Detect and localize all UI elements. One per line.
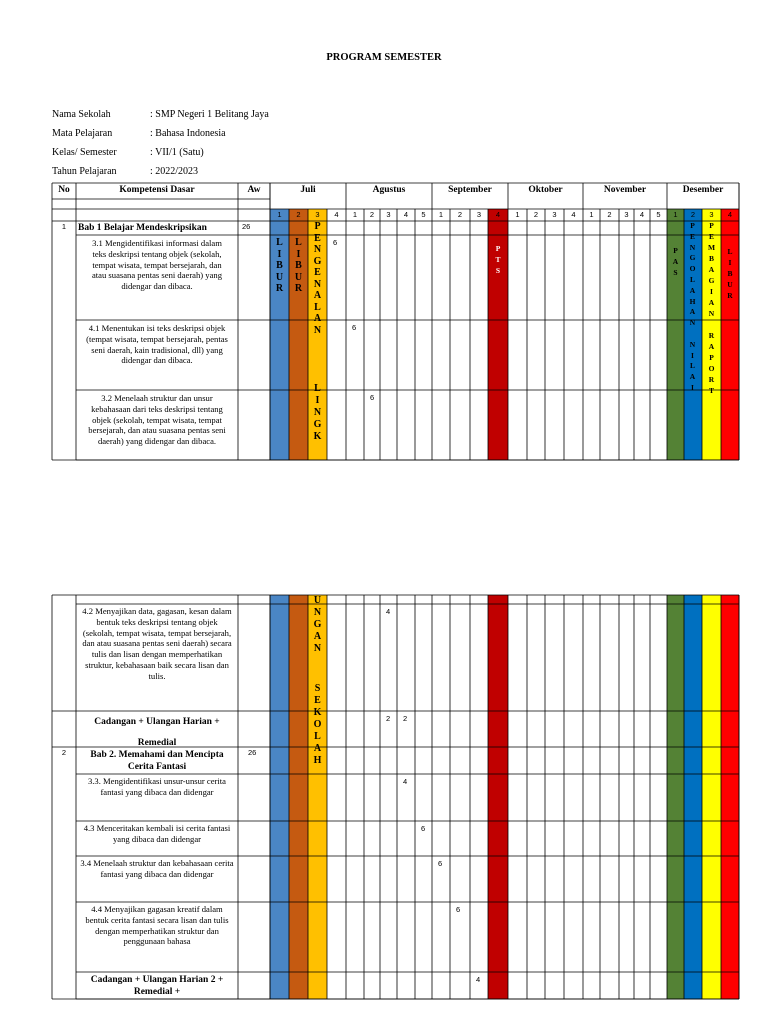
week-number: 3 xyxy=(552,210,557,219)
vertical-letter: A xyxy=(708,342,715,351)
rapor-label xyxy=(702,222,721,398)
vertical-letter: N xyxy=(689,318,696,328)
color-band xyxy=(289,595,308,999)
week-value: 6 xyxy=(456,905,461,914)
week-number: 5 xyxy=(421,210,426,219)
vertical-letter: N xyxy=(689,339,696,349)
vertical-letter: N xyxy=(313,244,322,255)
header-month: Juli xyxy=(300,185,316,195)
vertical-letter: P xyxy=(495,244,501,253)
vertical-letter: P xyxy=(709,353,714,362)
color-band xyxy=(488,595,508,999)
week-value: 6 xyxy=(370,393,375,402)
vertical-letter: I xyxy=(691,350,694,360)
week-number: 1 xyxy=(352,210,358,219)
vertical-letter: N xyxy=(313,607,322,618)
week-value: 6 xyxy=(421,824,426,833)
vertical-letter: A xyxy=(708,298,715,307)
vertical-letter: O xyxy=(313,719,322,730)
vertical-letter: L xyxy=(727,247,733,256)
vertical-letter: T xyxy=(495,255,501,264)
row-number: 1 xyxy=(61,222,67,231)
vertical-letter: L xyxy=(276,237,283,248)
info-label: Nama Sekolah xyxy=(52,109,111,120)
libur-label xyxy=(270,238,289,296)
row-aw: 26 xyxy=(248,748,257,757)
vertical-letter: A xyxy=(313,743,322,754)
vertical-letter: A xyxy=(313,631,322,642)
header-kd: Kompetensi Dasar xyxy=(119,185,195,195)
page-title: PROGRAM SEMESTER xyxy=(326,52,442,63)
vertical-letter: R xyxy=(275,283,284,294)
week-number: 4 xyxy=(727,210,733,219)
kd-text: 3.3. Mengidentifikasi unsur-unsur cerita fantasi yang dibaca dan didengar xyxy=(87,776,226,797)
header-no: No xyxy=(58,185,70,195)
kd-text: 4.4 Menyajikan gagasan kreatif dalam bentuk cerita fantasi secara lisan dan tulis dengan memperhatikan struktur dan penggunaan bahasa xyxy=(85,904,229,947)
info-value: : Bahasa Indonesia xyxy=(150,128,226,139)
vertical-letter: A xyxy=(313,313,322,324)
kd-heading: Cadangan + Ulangan Harian + Remedial xyxy=(94,717,220,748)
kd-heading: Cadangan + Ulangan Harian 2 + Remedial + xyxy=(90,975,224,997)
info-label: Tahun Pelajaran xyxy=(52,166,117,177)
vertical-letter: N xyxy=(313,324,322,336)
week-value: 4 xyxy=(476,975,481,984)
vertical-letter: N xyxy=(313,278,322,290)
vertical-letter: M xyxy=(707,243,716,252)
libur-label xyxy=(289,238,308,296)
vertical-letter: E xyxy=(689,231,695,241)
week-number: 2 xyxy=(296,210,301,219)
kd-text: 4.1 Menentukan isi teks deskripsi objek (tempat wisata, tempat bersejarah, pentas seni daerah, kain tradisional, dll) yang didengar dan dibaca. xyxy=(86,323,228,366)
pas-label xyxy=(667,247,684,280)
vertical-letter: I xyxy=(710,287,713,296)
week-number: 2 xyxy=(457,210,463,219)
week-number: 1 xyxy=(277,210,282,219)
week-number: 4 xyxy=(571,210,576,219)
vertical-letter: B xyxy=(727,269,733,278)
vertical-letter: P xyxy=(709,221,714,230)
vertical-letter: K xyxy=(313,431,322,442)
vertical-letter: U xyxy=(294,271,303,283)
week-number: 4 xyxy=(334,210,339,219)
week-value: 6 xyxy=(438,859,443,868)
vertical-letter: U xyxy=(727,280,733,289)
week-number: 1 xyxy=(438,210,444,219)
kd-heading: Bab 2. Memahami dan Mencipta Cerita Fantasi xyxy=(90,750,224,772)
vertical-letter: R xyxy=(708,375,715,384)
vertical-letter: G xyxy=(689,253,696,263)
vertical-letter: E xyxy=(314,267,321,278)
vertical-letter: I xyxy=(728,258,732,267)
week-value: 6 xyxy=(352,323,357,332)
vertical-letter: I xyxy=(296,248,301,260)
header-month: Agustus xyxy=(372,185,406,195)
vertical-letter: B xyxy=(295,260,302,271)
vertical-letter: G xyxy=(313,419,322,430)
week-number: 4 xyxy=(403,210,409,219)
vertical-letter: T xyxy=(708,386,714,395)
vertical-letter: U xyxy=(275,271,284,283)
kd-text: 3.2 Menelaah struktur dan unsur kebahasaan dari teks deskripsi tentang objek (sekolah, tempat wisata, tempat bersejarah, dan atau suasana pentas seni daerah) yang didengar dan dibaca. xyxy=(88,393,226,447)
vertical-letter: N xyxy=(313,407,322,418)
vertical-letter: A xyxy=(689,307,696,317)
info-label: Kelas/ Semester xyxy=(52,147,117,158)
vertical-letter: R xyxy=(727,291,733,300)
info-value: : VII/1 (Satu) xyxy=(150,147,204,158)
color-band xyxy=(270,595,289,999)
color-band xyxy=(721,595,739,999)
kd-text: 3.4 Menelaah struktur dan kebahasaan cerita fantasi yang dibaca dan didengar xyxy=(80,858,234,879)
info-value: : SMP Negeri 1 Belitang Jaya xyxy=(150,109,269,120)
week-number: 1 xyxy=(589,210,594,219)
vertical-letter: I xyxy=(315,395,320,406)
vertical-letter: P xyxy=(673,246,678,255)
vertical-letter: H xyxy=(313,755,322,766)
vertical-letter: L xyxy=(689,274,695,284)
vertical-letter: U xyxy=(313,595,322,606)
vertical-letter: E xyxy=(314,695,321,706)
vertical-letter: L xyxy=(314,731,321,742)
week-value: 6 xyxy=(333,238,338,247)
week-number: 3 xyxy=(709,210,714,219)
info-value: : 2022/2023 xyxy=(150,166,199,177)
vertical-letter: A xyxy=(689,372,696,382)
vertical-letter: E xyxy=(314,232,321,244)
vertical-letter: E xyxy=(708,232,714,241)
vertical-letter: S xyxy=(314,683,321,694)
week-value: 2 xyxy=(386,714,391,723)
vertical-letter: L xyxy=(314,383,321,394)
vertical-letter: I xyxy=(277,248,282,260)
pts-label xyxy=(488,245,508,278)
row-number: 2 xyxy=(61,748,67,757)
kd-text: 4.2 Menyajikan data, gagasan, kesan dalam bentuk teks deskripsi tentang objek (sekolah, tempat wisata, tempat bersejarah, dan atau suasana pentas seni daerah) secara tulis dan lisan dengan memperhatikan struktur, kebahasaan baik secara lisan dan tulis. xyxy=(82,606,232,681)
pengenalan-label xyxy=(308,596,327,656)
vertical-letter: R xyxy=(708,331,715,340)
week-number: 1 xyxy=(673,210,678,219)
vertical-letter: N xyxy=(313,643,322,654)
vertical-letter: L xyxy=(314,301,321,313)
vertical-letter: B xyxy=(708,254,714,263)
vertical-letter: S xyxy=(495,266,501,275)
color-band xyxy=(702,595,721,999)
kd-heading: Bab 1 Belajar Mendeskripsikan xyxy=(78,223,207,233)
vertical-letter: R xyxy=(294,283,303,294)
vertical-letter: P xyxy=(314,221,321,232)
vertical-letter: B xyxy=(276,260,283,271)
vertical-letter: L xyxy=(689,361,695,371)
vertical-letter: G xyxy=(708,276,715,285)
vertical-letter: N xyxy=(689,242,696,252)
week-number: 3 xyxy=(315,210,320,219)
week-number: 3 xyxy=(476,210,482,219)
week-number: 2 xyxy=(690,210,696,219)
vertical-letter: G xyxy=(313,619,322,630)
week-number: 5 xyxy=(656,210,661,219)
header-month: Oktober xyxy=(528,185,563,195)
pengolahan-label xyxy=(684,222,701,395)
week-number: 2 xyxy=(533,210,539,219)
vertical-letter: A xyxy=(708,265,715,274)
week-value: 2 xyxy=(403,714,408,723)
header-aw: Aw xyxy=(247,185,261,195)
week-value: 4 xyxy=(403,777,408,786)
pengenalan-label xyxy=(308,384,327,444)
color-band xyxy=(684,595,702,999)
row-aw: 26 xyxy=(242,222,251,231)
vertical-letter: H xyxy=(689,296,696,306)
vertical-letter: A xyxy=(672,257,679,266)
vertical-letter: K xyxy=(313,707,322,718)
info-label: Mata Pelajaran xyxy=(52,128,113,139)
week-number: 4 xyxy=(639,210,645,219)
week-number: 2 xyxy=(607,210,612,219)
pengenalan-label xyxy=(308,222,327,337)
pengenalan-label xyxy=(308,684,327,768)
vertical-letter: L xyxy=(295,237,302,248)
vertical-letter: P xyxy=(690,221,695,230)
week-number: 4 xyxy=(495,210,501,219)
week-number: 2 xyxy=(369,210,375,219)
week-number: 3 xyxy=(624,210,629,219)
vertical-letter: A xyxy=(689,285,696,295)
header-month: September xyxy=(448,185,492,195)
week-value: 4 xyxy=(386,607,391,616)
libur-label xyxy=(721,248,739,303)
vertical-letter: I xyxy=(691,382,694,392)
header-month: Desember xyxy=(682,185,724,195)
vertical-letter: S xyxy=(673,268,678,277)
vertical-letter: N xyxy=(708,309,715,318)
kd-text: 3.1 Mengidentifikasi informasi dalam teks deskripsi tentang objek (sekolah, tempat wisata, tempat bersejarah, dan atau suasana pentas seni daerah) yang didengar dan dibaca. xyxy=(91,238,223,292)
week-number: 1 xyxy=(515,210,520,219)
color-band xyxy=(667,595,684,999)
vertical-letter: O xyxy=(689,264,696,274)
vertical-letter: O xyxy=(708,364,715,373)
vertical-letter: A xyxy=(313,290,322,301)
week-number: 3 xyxy=(386,210,391,219)
header-month: November xyxy=(603,185,647,195)
kd-text: 4.3 Menceritakan kembali isi cerita fantasi yang dibaca dan didengar xyxy=(83,823,231,844)
vertical-letter: G xyxy=(313,255,322,267)
